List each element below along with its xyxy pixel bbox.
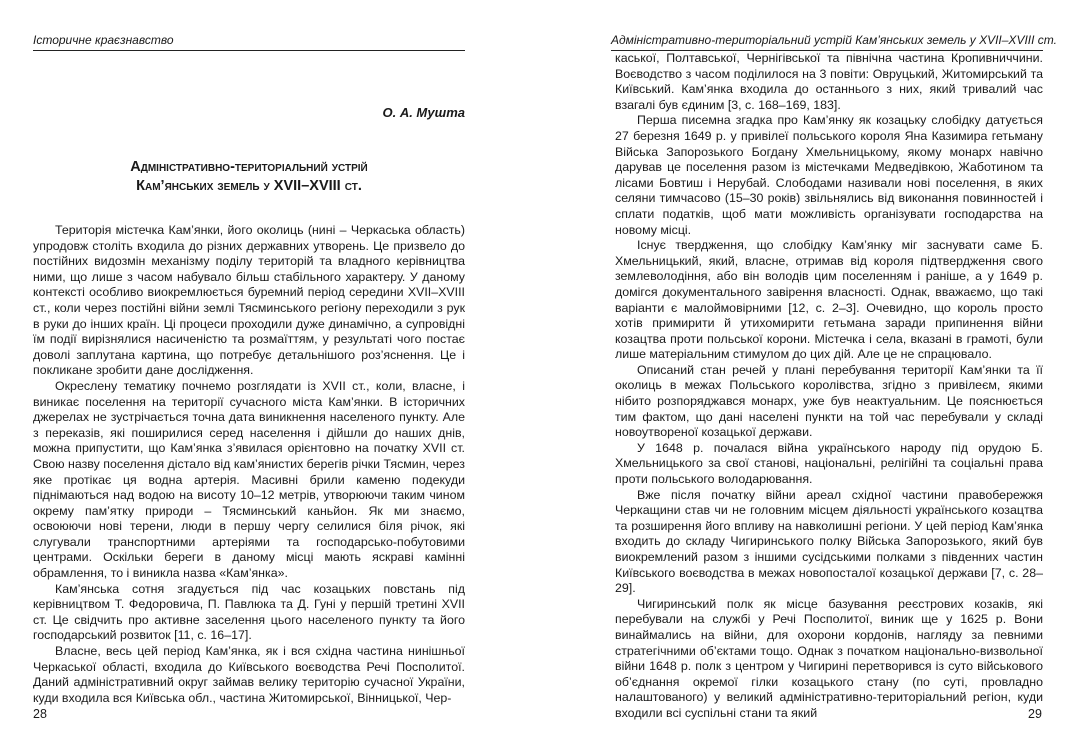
paragraph: Окреслену тематику почнемо розглядати із XVII ст., коли, власне, і виникає поселення на території сучасного міста Кам’янки. В історичних джерелах не зустрічається точна дата виникнення населеного пункту. Але з переказів, які поширилися серед населення і дійшли до наших днів, можна припустити, що Кам’янка з’явилася орієнтовно на початку XVII ст. Свою назву поселення дістало від кам’янистих берегів річки Тясмин, через яке протікає ця водна артерія. Масивні брили каменю подекуди піднімаються над водою на висоту 10–12 метрів, утворюючи таким чином окрему пам’ятку природи – Тясминський каньйон. Як ми знаємо, освоюючи нові терени, люди в першу чергу селилися біля річок, які слугували транспортними артеріями та господарсько-побутовими центрами. Оскільки береги в даному місці мають яскраві камінні обрамлення, то і виникла назва «Кам’янка».	[33, 378, 465, 581]
right-page	[540, 0, 1079, 740]
paragraph: Кам’янська сотня згадується під час козацьких повстань під керівництвом Т. Федоровича, П. Павлюка та Д. Гуні у першій третині XVII ст. Це свідчить про активне заселення цього населеного пункту та його господарський розвиток [11, с. 16–17].	[33, 581, 465, 643]
article-title-line-2: Кам’янських земель у XVII–XVIII ст.	[136, 178, 362, 194]
paragraph: Власне, весь цей період Кам’янка, як і вся східна частина нинішньої Черкаської області, входила до Київського воєводства Речі Посполитої. Даний адміністративний округ займав велику територію сучасної України, куди входила вся Київська обл., частина Житомирської, Вінницької, Чер-	[33, 644, 465, 705]
paragraph: У 1648 р. почалася війна українського народу під орудою Б. Хмельницького за свої станові, національні, релігійні та соціальні права проти польського володарювання.	[615, 440, 1043, 487]
running-head-left: Історичне краєзнавство	[33, 33, 465, 51]
paragraph: Описаний стан речей у плані перебування території Кам’янки та її околиць в межах Польського королівства, згідно з привілеєм, якими нібито розпоряджався монарх, уже був неактуальним. Це пояснюється тим фактом, що дані населені пункти на той час перебували у складі новоутвореної козацької держави.	[615, 362, 1043, 440]
paragraph: Перша писемна згадка про Кам’янку як козацьку слобідку датується 27 березня 1649 р. у привілеї польського короля Яна Казимира гетьману Війська Запорозького Богдану Хмельницькому, якому монарх навічно дарував це поселення разом із містечками Медведівкою, Жаботином та лісами Бовтиш і Нерубай. Слободами називали нові поселення, в яких селяни тимчасово (15–30 років) звільнялись від виконання повинностей і сплати податків, щоб мати можливість організувати господарства на новому місці.	[615, 113, 1043, 237]
paragraph: Чигиринський полк як місце базування реєстрових козаків, які перебували на службі у Речі Посполитої, виник ще у 1625 р. Вони винаймались на війни, для охорони кордонів, нагляду за певними стратегічними об’єктами тощо. Однак з початком національно-визвольної війни 1648 р. полк з центром у Чигирині перетворився із суто військового об’єднання окремої гілки козацького стану (по суті, провладно налаштованого) у великий адміністративно-територіальний регіон, куди входили всі суспільні стани та який	[615, 596, 1043, 720]
paragraph-continuation: каської, Полтавської, Чернігівської та північна частина Кропивниччини. Воєводство з часом поділилося на 3 повіти: Овруцький, Житомирський та Київський. Кам’янка входила до останнього з них, який тривалий час взагалі був єдиним [3, с. 168–169, 183].	[615, 51, 1043, 112]
paragraph: Існує твердження, що слобідку Кам’янку міг заснувати саме Б. Хмельницький, який, власне, отримав від короля підтвердження свого землеволодіння, або він володів цим поселенням і раніше, а у 1649 р. домігся документального завірення власності. Однак, вважаємо, що такі варіанти є малоймовірними [12, с. 2–3]. Очевидно, що король просто хотів примирити й утихомирити гетьмана заради припинення війни козацтва проти польської корони. Містечка і села, вказані в грамоті, були лише матеріальним стимулом до цих дій. Але це не спрацювало.	[615, 238, 1043, 362]
article-title	[33, 158, 465, 196]
paragraph: Територія містечка Кам’янки, його околиць (нині – Черкаська область) упродовж століть входила до різних державних утворень. Це призвело до постійних видозмін механізму поділу територій та владного керівництва ними, що лише з часом набувало більш стабільного характеру. У даному контексті особливо виокремлюється буремний період середини XVII–XVIII ст., коли через постійні війни землі Тясминського регіону переходили з рук в руки до інших країн. Ці процеси проходили дуже динамічно, а супровідні їм події вирізнялися насиченістю та розмаїттям, у результаті чого постає доволі заплутана картина, що потребує детальнішого роз’яснення. Це і покликане зробити дане дослідження.	[33, 223, 465, 378]
author-name: О. А. Мушта	[382, 105, 465, 120]
running-head-right: Адміністративно-територіальний устрій Кам’янських земель у XVII–XVIII ст.	[611, 33, 1043, 51]
article-title-line-1: Адміністративно-територіальний устрій	[130, 159, 368, 175]
paragraph: Вже після початку війни ареал східної частини правобережжя Черкащини став чи не головним місцем діяльності українського козацтва та розширення його впливу на навколишні регіони. У цей період Кам’янка входить до складу Чигиринського полку Війська Запорозького, який був виокремлений разом з іншими сусідськими полками з південних частин Київського воєводства в межах новопосталої козацької держави [7, с. 28–29].	[615, 487, 1043, 596]
right-body-text	[615, 51, 1043, 722]
page-number-left: 28	[33, 707, 47, 721]
left-body-text	[33, 223, 465, 706]
page-number-right: 29	[1028, 707, 1042, 721]
